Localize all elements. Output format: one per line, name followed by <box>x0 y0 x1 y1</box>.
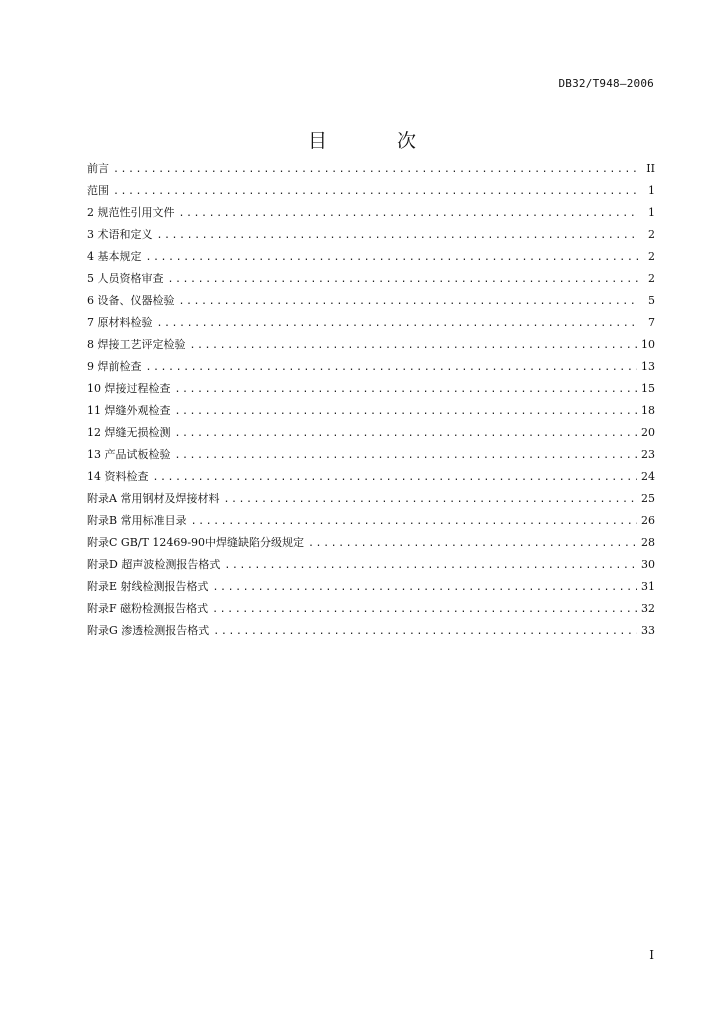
toc-label: 附录B 常用标准目录 <box>87 514 187 527</box>
toc-row-pre-weld[interactable] <box>87 356 655 378</box>
toc-row-scope[interactable] <box>87 180 655 202</box>
toc-leader-dots <box>157 225 640 247</box>
toc-leader-dots <box>179 291 640 313</box>
toc-row-appendix-a[interactable] <box>87 488 655 510</box>
toc-label: 2 规范性引用文件 <box>87 206 175 219</box>
toc-leader-dots <box>113 181 639 203</box>
toc-label: 附录D 超声波检测报告格式 <box>87 558 221 571</box>
toc-leader-dots <box>175 445 638 467</box>
page-folio: I <box>649 948 654 962</box>
toc-page-number: 31 <box>641 580 655 593</box>
toc-label: 附录E 射线检测报告格式 <box>87 580 209 593</box>
toc-page-number: 1 <box>648 206 655 219</box>
toc-label: 13 产品试板检验 <box>87 448 171 461</box>
toc-leader-dots <box>175 379 638 401</box>
toc-label: 5 人员资格审查 <box>87 272 164 285</box>
toc-page-number: 28 <box>641 536 655 549</box>
toc-label: 附录F 磁粉检测报告格式 <box>87 602 209 615</box>
toc-label: 3 术语和定义 <box>87 228 153 241</box>
toc-page-number: 2 <box>648 250 655 263</box>
toc-leader-dots <box>213 621 637 643</box>
toc-label: 6 设备、仪器检验 <box>87 294 175 307</box>
toc-label: 14 资料检查 <box>87 470 149 483</box>
toc-row-equipment[interactable] <box>87 290 655 312</box>
toc-leader-dots <box>168 269 640 291</box>
toc-label: 9 焊前检查 <box>87 360 142 373</box>
toc-row-appendix-e[interactable] <box>87 576 655 598</box>
toc-label: 12 焊缝无损检测 <box>87 426 171 439</box>
toc-row-welding-process[interactable] <box>87 378 655 400</box>
toc-leader-dots <box>175 401 638 423</box>
toc-row-normative-references[interactable] <box>87 202 655 224</box>
toc-label: 前言 <box>87 162 109 175</box>
toc-leader-dots <box>223 489 637 511</box>
toc-row-basic-rules[interactable] <box>87 246 655 268</box>
toc-leader-dots <box>153 467 638 489</box>
toc-row-documents[interactable] <box>87 466 655 488</box>
toc-label: 8 焊接工艺评定检验 <box>87 338 186 351</box>
toc-page-number: 33 <box>641 624 655 637</box>
toc-leader-dots <box>146 357 638 379</box>
toc-row-appendix-b[interactable] <box>87 510 655 532</box>
toc-page-number: 15 <box>641 382 655 395</box>
toc-leader-dots <box>179 203 640 225</box>
toc-page-number: 20 <box>641 426 655 439</box>
page-title: 目 次 <box>307 130 449 152</box>
toc-page-number: 24 <box>641 470 655 483</box>
toc-label: 10 焊接过程检查 <box>87 382 171 395</box>
standard-code: DB32/T948—2006 <box>558 77 654 90</box>
toc-leader-dots <box>212 599 637 621</box>
toc-page-number: 7 <box>648 316 655 329</box>
toc-row-personnel[interactable] <box>87 268 655 290</box>
toc-page-number: 18 <box>641 404 655 417</box>
toc-page-number: 1 <box>648 184 655 197</box>
toc-label: 附录G 渗透检测报告格式 <box>87 624 210 637</box>
toc-row-appendix-c[interactable] <box>87 532 655 554</box>
toc-label: 附录C GB/T 12469-90中焊缝缺陷分级规定 <box>87 536 305 549</box>
toc-row-appendix-f[interactable] <box>87 598 655 620</box>
toc-page-number: 2 <box>648 272 655 285</box>
toc-row-raw-materials[interactable] <box>87 312 655 334</box>
toc-page-number: 30 <box>641 558 655 571</box>
toc-page-number: 2 <box>648 228 655 241</box>
toc-leader-dots <box>191 511 637 533</box>
toc-page-number: 25 <box>641 492 655 505</box>
toc-row-visual-inspection[interactable] <box>87 400 655 422</box>
toc-leader-dots <box>308 533 637 555</box>
toc-label: 7 原材料检验 <box>87 316 153 329</box>
toc-label: 范围 <box>87 184 109 197</box>
toc-leader-dots <box>213 577 637 599</box>
toc-row-test-plate[interactable] <box>87 444 655 466</box>
table-of-contents <box>87 158 655 642</box>
toc-page-number: 13 <box>641 360 655 373</box>
toc-row-procedure-qualification[interactable] <box>87 334 655 356</box>
toc-row-terms[interactable] <box>87 224 655 246</box>
toc-label: 11 焊缝外观检查 <box>87 404 171 417</box>
toc-page-number: 32 <box>641 602 655 615</box>
toc-row-appendix-g[interactable] <box>87 620 655 642</box>
toc-leader-dots <box>224 555 637 577</box>
toc-label: 4 基本规定 <box>87 250 142 263</box>
toc-leader-dots <box>157 313 640 335</box>
toc-leader-dots <box>175 423 638 445</box>
toc-page-number: 10 <box>641 338 655 351</box>
toc-row-appendix-d[interactable] <box>87 554 655 576</box>
toc-leader-dots <box>190 335 638 357</box>
toc-leader-dots <box>113 159 639 181</box>
toc-label: 附录A 常用钢材及焊接材料 <box>87 492 220 505</box>
toc-page-number: 23 <box>641 448 655 461</box>
toc-page-number: 26 <box>641 514 655 527</box>
toc-row-foreword[interactable] <box>87 158 655 180</box>
toc-page-number: 5 <box>648 294 655 307</box>
toc-page-number: II <box>646 162 655 175</box>
toc-leader-dots <box>146 247 640 269</box>
toc-row-ndt[interactable] <box>87 422 655 444</box>
